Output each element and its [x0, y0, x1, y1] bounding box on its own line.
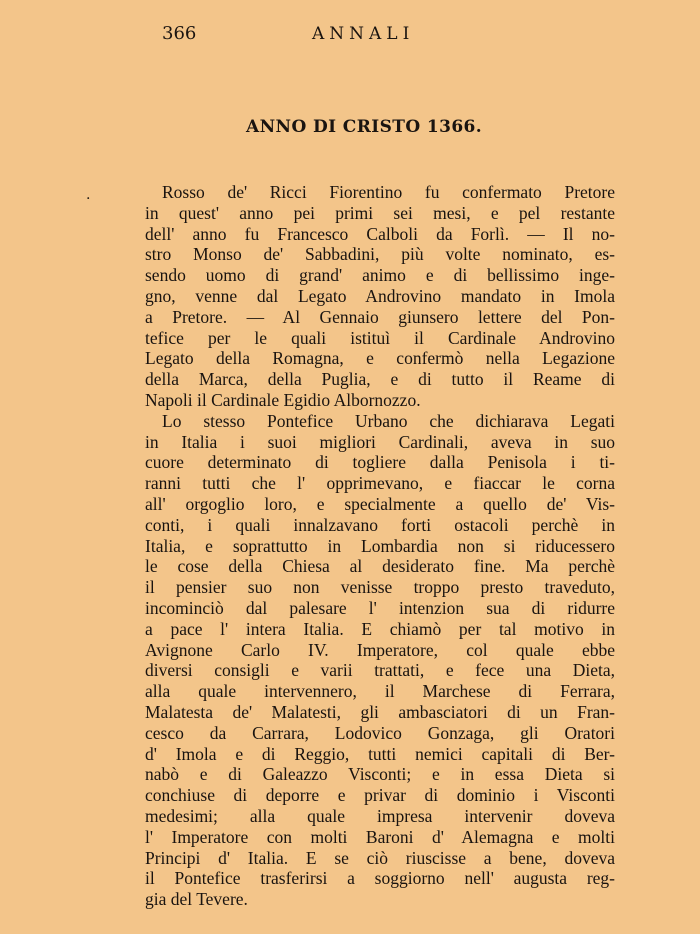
text-line: diversi consigli e varii trattati, e fece una Dieta,	[145, 660, 615, 681]
text-line: medesimi; alla quale impresa intervenir doveva	[145, 805, 615, 826]
text-line: d' Imola e di Reggio, tutti nemici capitali di Ber-	[145, 743, 615, 764]
section-heading: ANNO DI CRISTO 1366.	[246, 117, 483, 137]
text-line: le cose della Chiesa al desiderato fine. Ma perchè	[145, 556, 615, 577]
page-number: 366	[162, 23, 197, 44]
text-line: in quest' anno pei primi sei mesi, e pel restante	[145, 202, 615, 223]
text-line: l' Imperatore con molti Baroni d' Alemagna e molti	[145, 826, 615, 847]
running-head	[0, 22, 700, 46]
text-line: in Italia i suoi migliori Cardinali, aveva in suo	[145, 431, 615, 452]
text-line: stro Monso de' Sabbadini, più volte nominato, es-	[145, 244, 615, 265]
running-title: ANNALI	[312, 24, 415, 44]
text-line: all' orgoglio loro, e specialmente a quello de' Vis-	[145, 493, 615, 514]
text-line: incominciò dal palesare l' intenzion sua di ridurre	[145, 597, 615, 618]
text-line: Lo stesso Pontefice Urbano che dichiarava Legati	[162, 410, 615, 431]
text-line: nabò e di Galeazzo Visconti; e in essa Dieta si	[145, 764, 615, 785]
text-line: conti, i quali innalzavano forti ostacoli perchè in	[145, 514, 615, 535]
text-line: Italia, e soprattutto in Lombardia non si riducessero	[145, 535, 615, 556]
text-line: gia del Tevere.	[145, 889, 248, 910]
text-line: Avignone Carlo IV. Imperatore, col quale ebbe	[145, 639, 615, 660]
text-line: sendo uomo di grand' animo e di bellissimo inge-	[145, 265, 615, 286]
text-line: Principi d' Italia. E se ciò riuscisse a bene, doveva	[145, 847, 615, 868]
text-line: dell' anno fu Francesco Calboli da Forlì. — Il no-	[145, 223, 615, 244]
text-line: conchiuse di deporre e privar di dominio i Visconti	[145, 785, 615, 806]
text-line: alla quale intervennero, il Marchese di Ferrara,	[145, 681, 615, 702]
text-line: cesco da Carrara, Lodovico Gonzaga, gli Oratori	[145, 722, 615, 743]
text-line: ranni tutti che l' opprimevano, e fiaccar le corna	[145, 473, 615, 494]
text-line: Malatesta de' Malatesti, gli ambasciatori di un Fran-	[145, 701, 615, 722]
body-text	[145, 182, 615, 910]
text-line: a Pretore. — Al Gennaio giunsero lettere del Pon-	[145, 306, 615, 327]
text-line: cuore determinato di togliere dalla Penisola i ti-	[145, 452, 615, 473]
text-line: a pace l' intera Italia. E chiamò per tal motivo in	[145, 618, 615, 639]
text-line: Legato della Romagna, e confermò nella Legazione	[145, 348, 615, 369]
text-line: Rosso de' Ricci Fiorentino fu confermato Pretore	[162, 182, 615, 202]
text-line: il pensier suo non venisse troppo presto traveduto,	[145, 577, 615, 598]
stray-mark: .	[86, 187, 91, 203]
text-line: Napoli il Cardinale Egidio Albornozzo.	[145, 389, 421, 410]
text-line: tefice per le quali istituì il Cardinale Androvino	[145, 327, 615, 348]
text-line: gno, venne dal Legato Androvino mandato in Imola	[145, 285, 615, 306]
text-line: della Marca, della Puglia, e di tutto il Reame di	[145, 369, 615, 390]
text-line: il Pontefice trasferirsi a soggiorno nell' augusta reg-	[145, 868, 615, 889]
